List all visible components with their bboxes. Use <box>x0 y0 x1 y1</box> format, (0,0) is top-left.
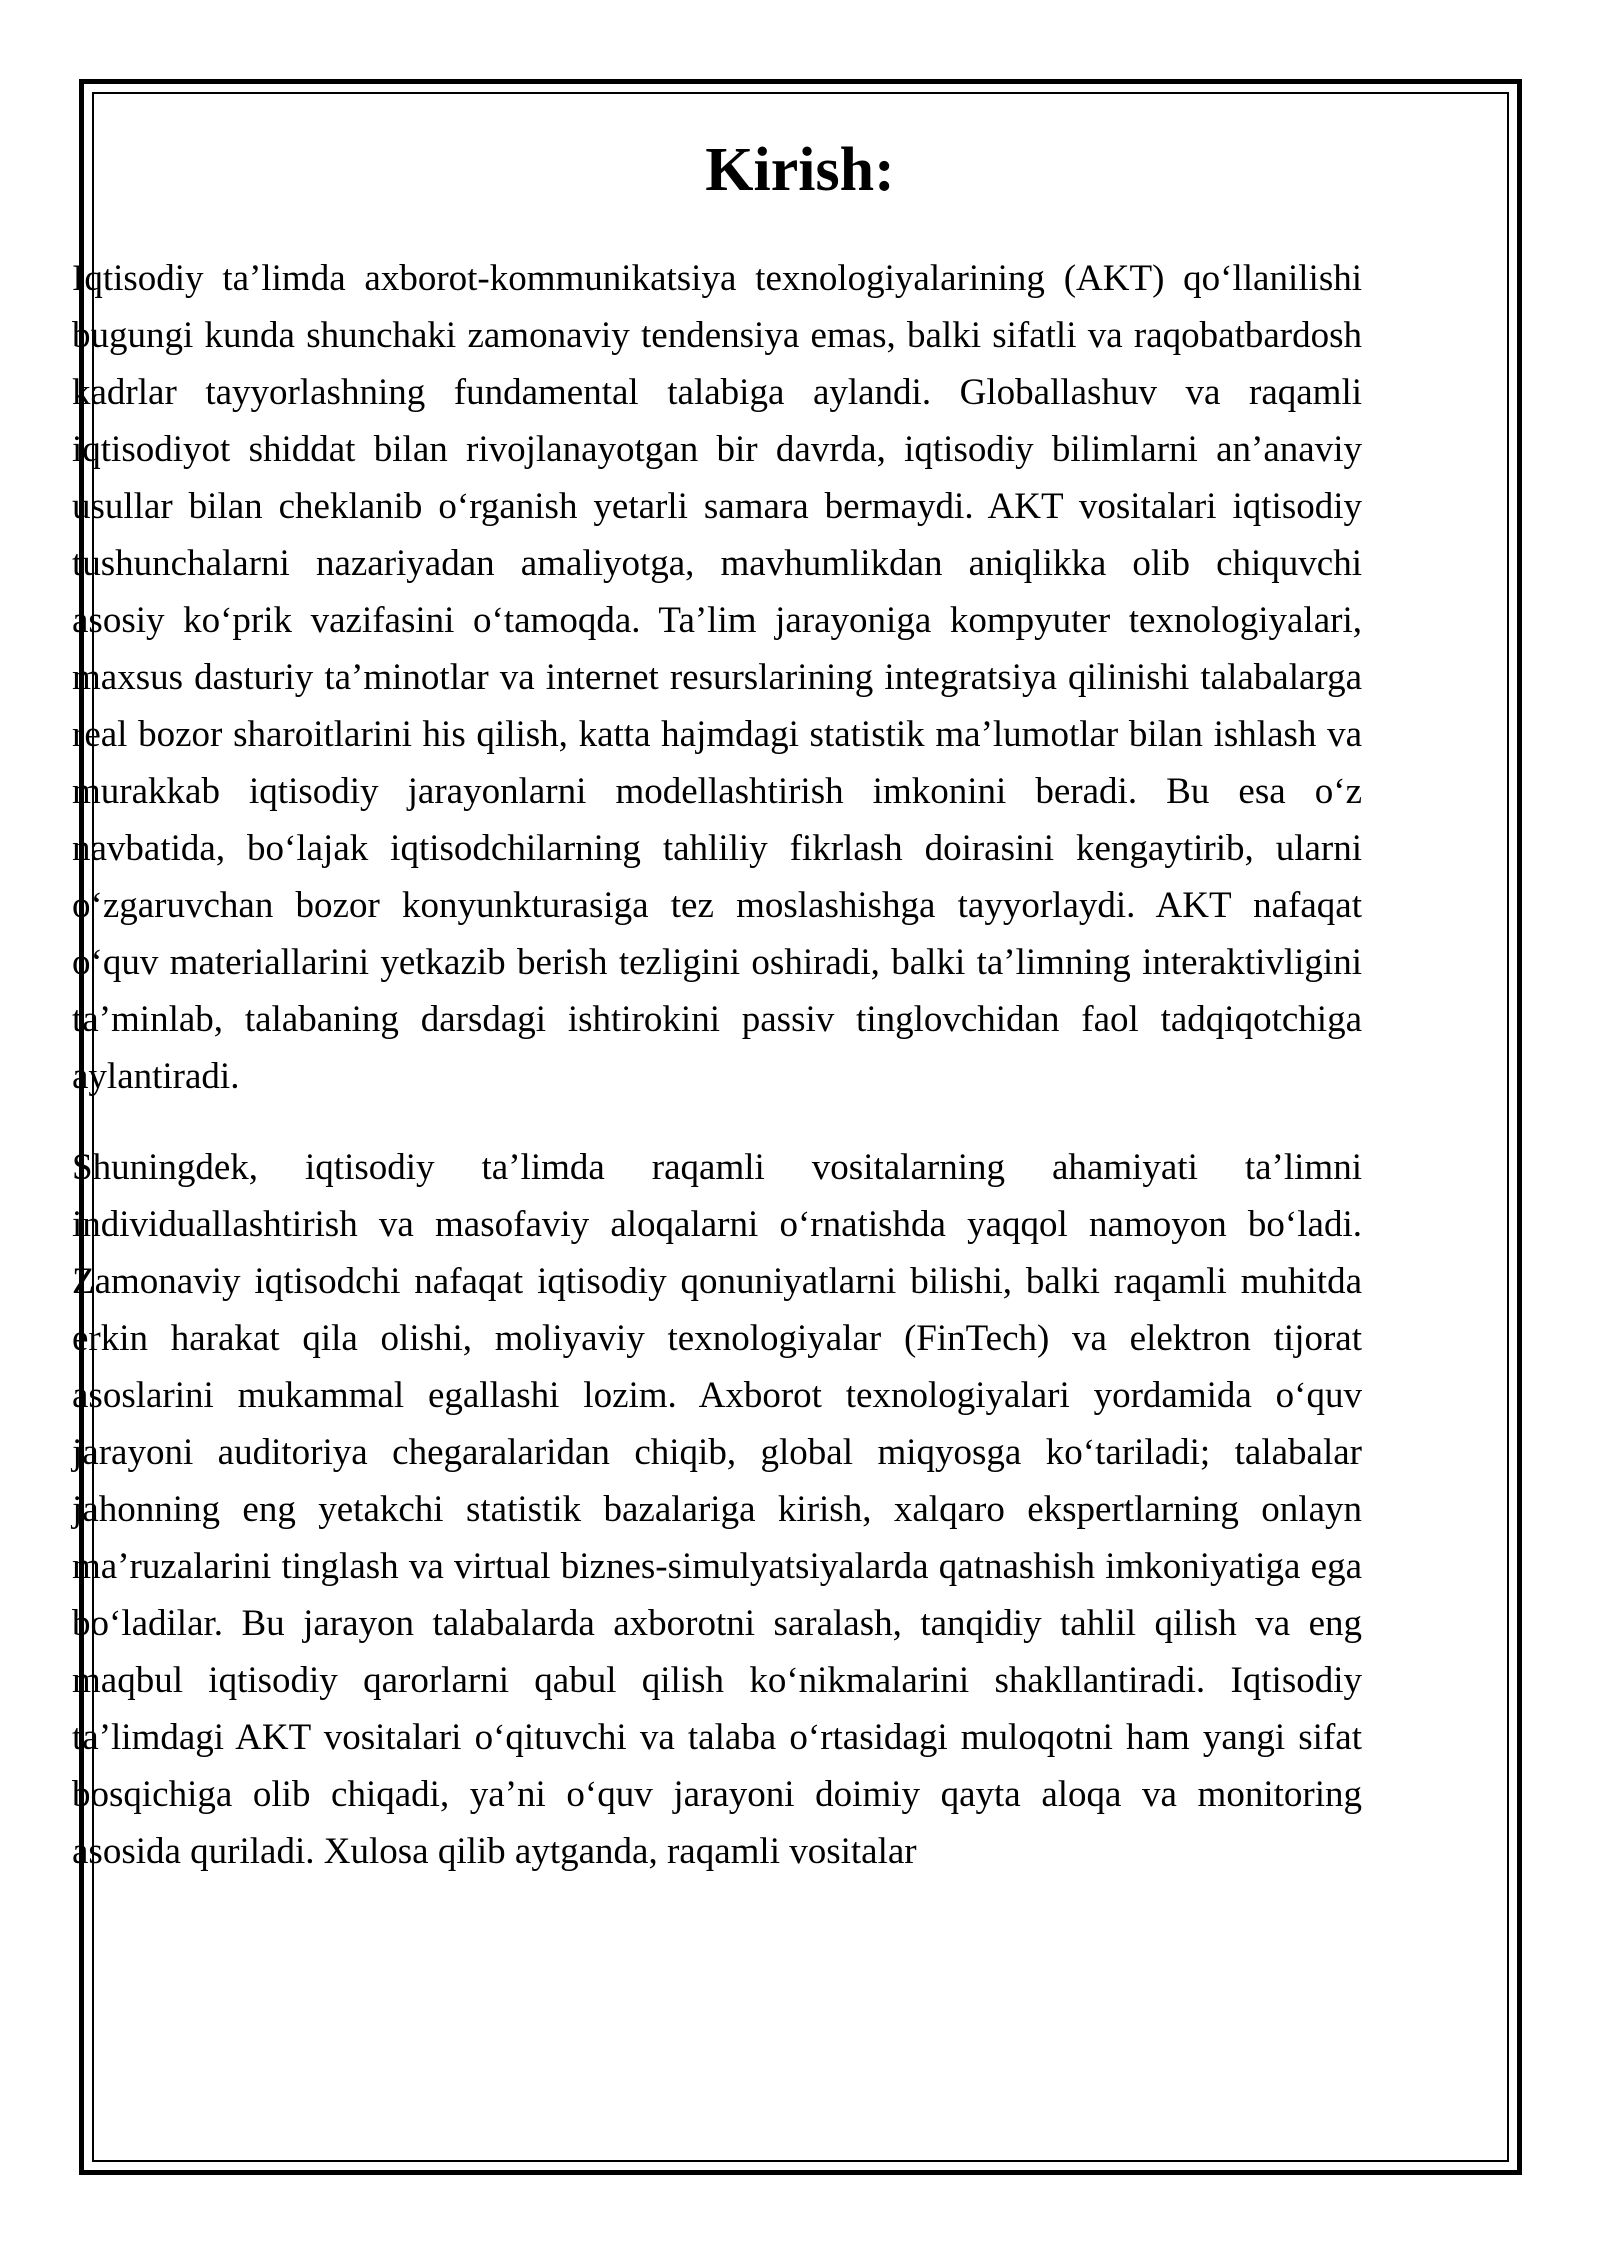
paragraph-intro: Iqtisodiy ta’limda axborot-kommunikatsiya texnologiyalarining (AKT) qo‘llanilishi bugungi kunda shunchaki zamonaviy tendensiya emas, balki sifatli va raqobatbardosh kadrlar tayyorlashning fundamental talabiga aylandi. Globallashuv va raqamli iqtisodiyot shiddat bilan rivojlanayotgan bir davrda, iqtisodiy bilimlarni an’anaviy usullar bilan cheklanib o‘rganish yetarli samara bermaydi. AKT vositalari iqtisodiy tushunchalarni nazariyadan amaliyotga, mavhumlikdan aniqlikka olib chiquvchi asosiy ko‘prik vazifasini o‘tamoqda. Ta’lim jarayoniga kompyuter texnologiyalari, maxsus dasturiy ta’minotlar va internet resurslarining integratsiya qilinishi talabalarga real bozor sharoitlarini his qilish, katta hajmdagi statistik ma’lumotlar bilan ishlash va murakkab iqtisodiy jarayonlarni modellashtirish imkonini beradi. Bu esa o‘z navbatida, bo‘lajak iqtisodchilarning tahliliy fikrlash doirasini kengaytirib, ularni o‘zgaruvchan bozor konyunkturasiga tez moslashishga tayyorlaydi. AKT nafaqat o‘quv materiallarini yetkazib berish tezligini oshiradi, balki ta’limning interaktivligini ta’minlab, talabaning darsdagi ishtirokini passiv tinglovchidan faol tadqiqotchiga aylantiradi. <box>72 258 1362 1097</box>
document-body <box>72 250 1362 1880</box>
paragraph-second: Shuningdek, iqtisodiy ta’limda raqamli vositalarning ahamiyati ta’limni individuallashtirish va masofaviy aloqalarni o‘rnatishda yaqqol namoyon bo‘ladi. Zamonaviy iqtisodchi nafaqat iqtisodiy qonuniyatlarni bilishi, balki raqamli muhitda erkin harakat qila olishi, moliyaviy texnologiyalar (FinTech) va elektron tijorat asoslarini mukammal egallashi lozim. Axborot texnologiyalari yordamida o‘quv jarayoni auditoriya chegaralaridan chiqib, global miqyosga ko‘tariladi; talabalar jahonning eng yetakchi statistik bazalariga kirish, xalqaro ekspertlarning onlayn ma’ruzalarini tinglash va virtual biznes-simulyatsiyalarda qatnashish imkoniyatiga ega bo‘ladilar. Bu jarayon talabalarda axborotni saralash, tanqidiy tahlil qilish va eng maqbul iqtisodiy qarorlarni qabul qilish ko‘nikmalarini shakllantiradi. Iqtisodiy ta’limdagi AKT vositalari o‘qituvchi va talaba o‘rtasidagi muloqotni ham yangi sifat bosqichiga olib chiqadi, ya’ni o‘quv jarayoni doimiy qayta aloqa va monitoring asosida quriladi. Xulosa qilib aytganda, raqamli vositalar <box>72 1147 1362 1872</box>
page-title: Kirish: <box>705 136 895 204</box>
